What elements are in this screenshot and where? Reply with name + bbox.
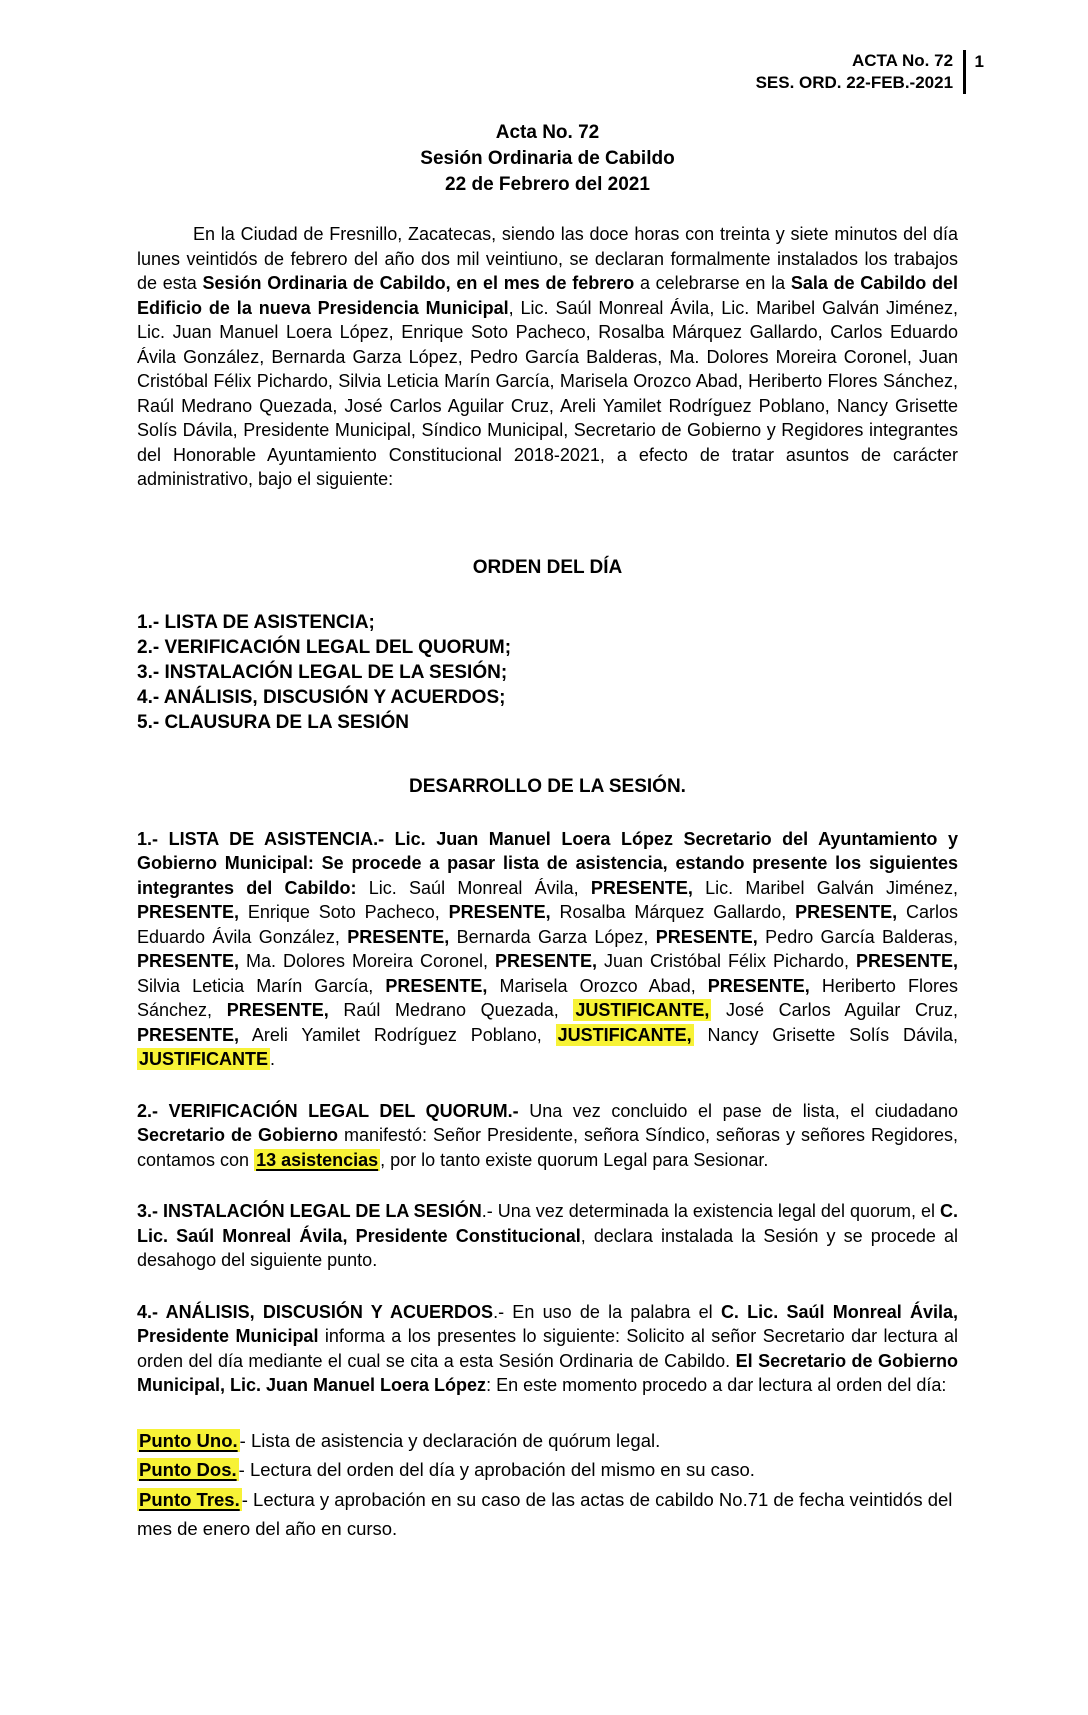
desarrollo-heading: DESARROLLO DE LA SESIÓN. <box>409 776 686 797</box>
doc-title-line-3: 22 de Febrero del 2021 <box>445 174 650 195</box>
punto-dos-line: Punto Dos. - Lectura del orden del día y aprobación del mismo en su caso. <box>139 1459 755 1480</box>
orden-item-4: 4.- ANÁLISIS, DISCUSIÓN Y ACUERDOS; <box>137 687 506 708</box>
intro-paragraph: En la Ciudad de Fresnillo, Zacatecas, siendo las doce horas con treinta y siete minutos del día lunes veintidós de febrero del año dos mil veintiuno, se declaran formalmente instalados los trabajos de esta Sesión Ordinaria de Cabildo, en el mes de febrero a celebrarse en la Sala de Cabildo del Edificio de la nueva Presidencia Municipal, Lic. Saúl Monreal Ávila, Lic. Maribel Galván Jiménez, Lic. Juan Manuel Loera López, Enrique Soto Pacheco, Rosalba Márquez Gallardo, Carlos Eduardo Ávila González, Bernarda Garza López, Pedro García Balderas, Ma. Dolores Moreira Coronel, Juan Cristóbal Félix Pichardo, Silvia Leticia Marín García, Marisela Orozco Abad, Heriberto Flores Sánchez, Raúl Medrano Quezada, José Carlos Aguilar Cruz, Areli Yamilet Rodríguez Poblano, Nancy Grisette Solís Dávila, Presidente Municipal, Síndico Municipal, Secretario de Gobierno y Regidores integrantes del Honorable Ayuntamiento Constitucional 2018-2021, a efecto de tratar asuntos de carácter administrativo, bajo el siguiente: <box>137 224 959 489</box>
header-acta-line: ACTA No. 72 <box>851 51 954 70</box>
section-verificacion-quorum: 2.- VERIFICACIÓN LEGAL DEL QUORUM.- Una vez concluido el pase de lista, el ciudadano Secretario de Gobierno manifestó: Señor Presidente, señora Síndico, señoras y señores Regidores, contamos con 13 asistencias , por lo tanto existe quorum Legal para Sesionar. <box>137 1100 959 1170</box>
doc-title <box>137 120 958 198</box>
header-divider <box>963 50 966 94</box>
page-number: 1 <box>974 52 984 71</box>
punto-tres-line: Punto Tres. - Lectura y aprobación en su caso de las actas de cabildo No.71 de fecha veintidós del mes de enero del año en curso. <box>137 1488 953 1539</box>
orden-del-dia-list <box>137 610 958 735</box>
doc-title-line-2: Sesión Ordinaria de Cabildo <box>420 148 675 169</box>
header-lines <box>756 50 953 94</box>
section-analisis-acuerdos: 4.- ANÁLISIS, DISCUSIÓN Y ACUERDOS.- En uso de la palabra el C. Lic. Saúl Monreal Ávila, Presidente Municipal informa a los presentes lo siguiente: Solicito al señor Secretario dar lectura al orden del día mediante el cual se cita a esta Sesión Ordinaria de Cabildo. El Secretario de Gobierno Municipal, Lic. Juan Manuel Loera López: En este momento procedo a dar lectura al orden del día: <box>137 1301 959 1395</box>
section-instalacion-legal: 3.- INSTALACIÓN LEGAL DE LA SESIÓN.- Una vez determinada la existencia legal del quorum, el C. Lic. Saúl Monreal Ávila, Presidente Constitucional, declara instalada la Sesión y se procede al desahogo del siguiente punto. <box>137 1201 958 1270</box>
section-lista-asistencia: 1.- LISTA DE ASISTENCIA.- Lic. Juan Manuel Loera López Secretario del Ayuntamiento y Gobierno Municipal: Se procede a pasar lista de asistencia, estando presente los siguientes integrantes del Cabildo: Lic. Saúl Monreal Ávila, PRESENTE, Lic. Maribel Galván Jiménez, PRESENTE, Enrique Soto Pacheco, PRESENTE, Rosalba Márquez Gallardo, PRESENTE, Carlos Eduardo Ávila González, PRESENTE, Bernarda Garza López, PRESENTE, Pedro García Balderas, PRESENTE, Ma. Dolores Moreira Coronel, PRESENTE, Juan Cristóbal Félix Pichardo, PRESENTE, Silvia Leticia Marín García, PRESENTE, Marisela Orozco Abad, PRESENTE, Heriberto Flores Sánchez, PRESENTE, Raúl Medrano Quezada, JUSTIFICANTE, José Carlos Aguilar Cruz, PRESENTE, Areli Yamilet Rodríguez Poblano, JUSTIFICANTE, Nancy Grisette Solís Dávila, JUSTIFICANTE . <box>137 828 959 1069</box>
puntos-block <box>137 1426 958 1544</box>
orden-item-1: 1.- LISTA DE ASISTENCIA; <box>137 612 375 633</box>
orden-item-3: 3.- INSTALACIÓN LEGAL DE LA SESIÓN; <box>137 662 508 683</box>
doc-title-line-1: Acta No. 72 <box>495 122 600 143</box>
page-header <box>137 50 984 94</box>
punto-uno-line: Punto Uno. - Lista de asistencia y declaración de quórum legal. <box>139 1429 661 1451</box>
orden-item-2: 2.- VERIFICACIÓN LEGAL DEL QUORUM; <box>137 637 512 658</box>
orden-del-dia-heading: ORDEN DEL DÍA <box>472 556 623 578</box>
orden-item-5: 5.- CLAUSURA DE LA SESIÓN <box>137 712 410 733</box>
header-session-line: SES. ORD. 22-FEB.-2021 <box>755 73 954 92</box>
